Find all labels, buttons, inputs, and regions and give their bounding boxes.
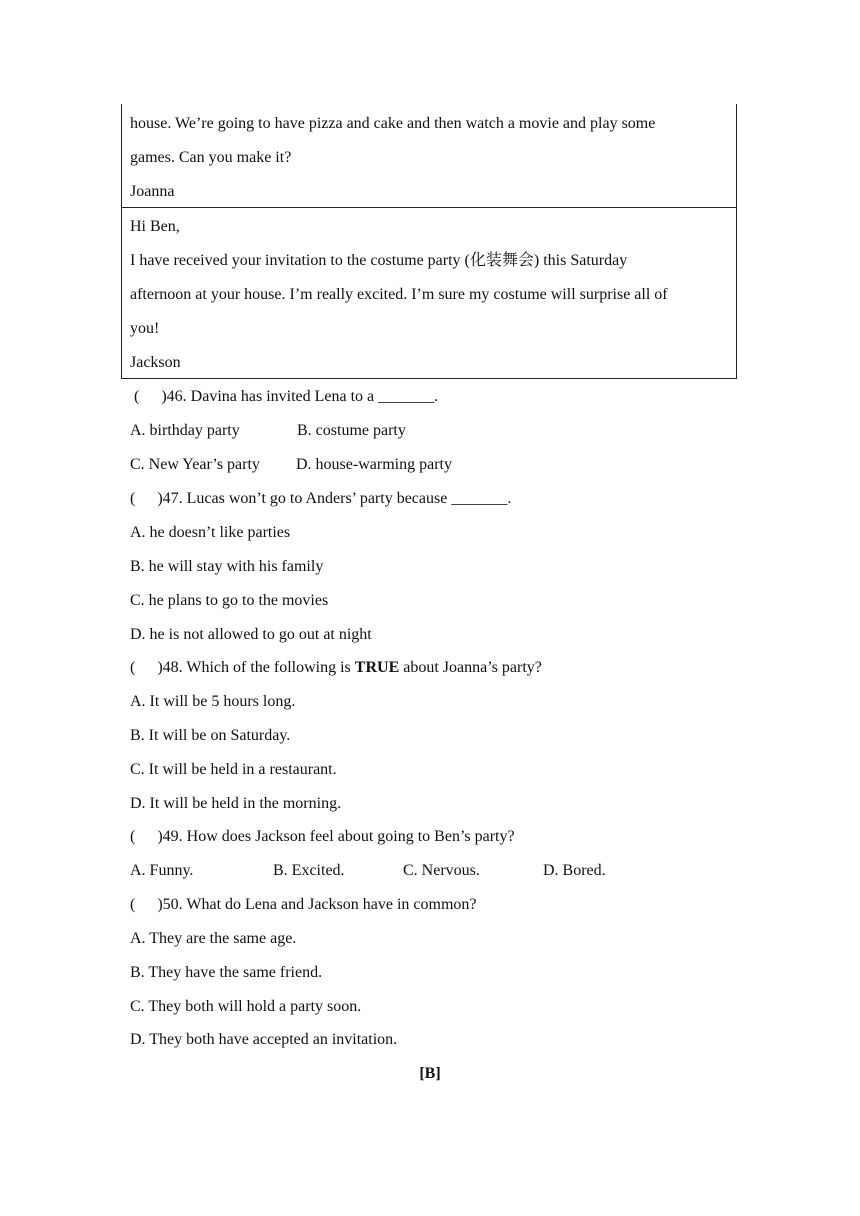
section-label: [B] xyxy=(419,1065,441,1082)
answer-paren-close: ) xyxy=(157,659,163,676)
answer-paren-close: ) xyxy=(157,828,163,845)
option-47-b: B. he will stay with his family xyxy=(130,558,324,575)
option-48-d: D. It will be held in the morning. xyxy=(130,795,342,812)
answer-paren-close: ) xyxy=(161,388,167,405)
letter-jackson-signature: Jackson xyxy=(130,354,181,371)
letter-jackson-line: you! xyxy=(130,320,160,337)
letter-joanna-line: games. Can you make it? xyxy=(130,149,292,166)
option-49-a: A. Funny. xyxy=(130,862,194,879)
question-emphasis: TRUE xyxy=(354,659,400,676)
option-47-d: D. he is not allowed to go out at night xyxy=(130,626,372,643)
option-46-b: B. costume party xyxy=(297,422,406,439)
option-50-c: C. They both will hold a party soon. xyxy=(130,998,362,1015)
answer-paren-open: ( xyxy=(130,828,136,845)
option-50-d: D. They both have accepted an invitation. xyxy=(130,1031,398,1048)
question-text: about Joanna’s party? xyxy=(399,659,542,676)
question-48 xyxy=(130,658,542,678)
option-47-c: C. he plans to go to the movies xyxy=(130,592,329,609)
option-48-b: B. It will be on Saturday. xyxy=(130,727,291,744)
question-text: 49. How does Jackson feel about going to Ben’s party? xyxy=(162,828,515,845)
option-50-b: B. They have the same friend. xyxy=(130,964,323,981)
option-46-c: C. New Year’s party xyxy=(130,456,260,473)
letter-jackson-line: afternoon at your house. I’m really excited. I’m sure my costume will surprise all of xyxy=(130,286,668,303)
answer-paren-open: ( xyxy=(130,490,136,507)
answer-paren-close: ) xyxy=(157,896,163,913)
question-text: 46. Davina has invited Lena to a _______. xyxy=(166,388,439,405)
question-47 xyxy=(130,489,511,509)
option-49-b: B. Excited. xyxy=(273,862,345,879)
question-49 xyxy=(130,827,515,847)
option-48-c: C. It will be held in a restaurant. xyxy=(130,761,337,778)
answer-paren-close: ) xyxy=(157,490,163,507)
option-46-a: A. birthday party xyxy=(130,422,240,439)
question-text: 47. Lucas won’t go to Anders’ party because _______. xyxy=(162,490,512,507)
option-50-a: A. They are the same age. xyxy=(130,930,297,947)
question-50 xyxy=(130,895,477,915)
answer-paren-open: ( xyxy=(130,896,136,913)
option-48-a: A. It will be 5 hours long. xyxy=(130,693,296,710)
option-46-d: D. house-warming party xyxy=(296,456,452,473)
letter-jackson-greeting: Hi Ben, xyxy=(130,218,180,235)
question-text: 48. Which of the following is xyxy=(162,659,355,676)
option-49-d: D. Bored. xyxy=(543,862,606,879)
option-47-a: A. he doesn’t like parties xyxy=(130,524,291,541)
letter-jackson-line: I have received your invitation to the costume party (化装舞会) this Saturday xyxy=(130,252,628,269)
question-text: 50. What do Lena and Jackson have in common? xyxy=(162,896,477,913)
answer-paren-open: ( xyxy=(134,388,140,405)
answer-paren-open: ( xyxy=(130,659,136,676)
letter-joanna-signature: Joanna xyxy=(130,183,175,200)
question-46 xyxy=(134,387,438,407)
letter-joanna-line: house. We’re going to have pizza and cake and then watch a movie and play some xyxy=(130,115,656,132)
option-49-c: C. Nervous. xyxy=(403,862,480,879)
